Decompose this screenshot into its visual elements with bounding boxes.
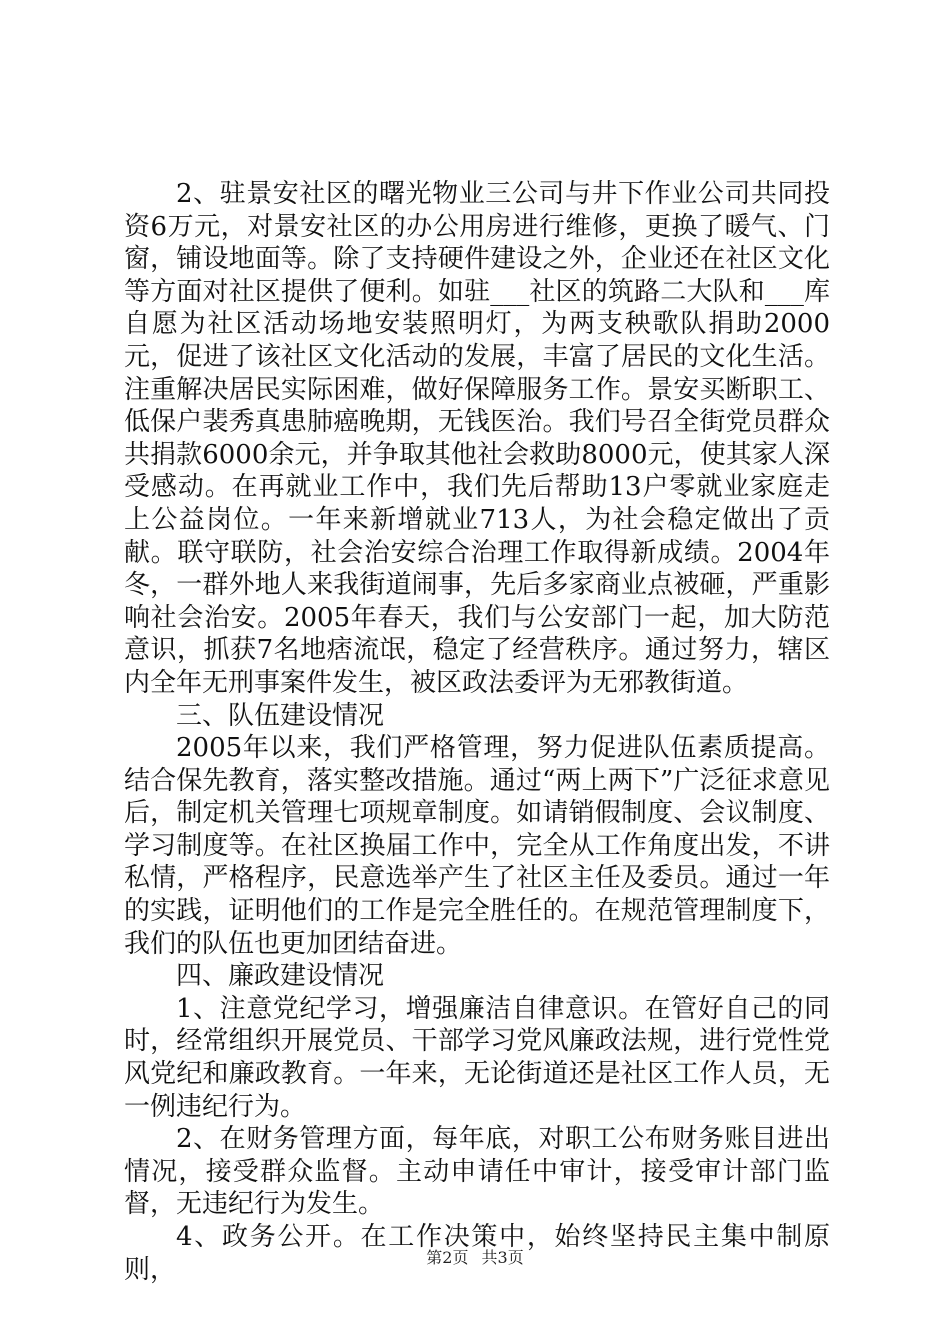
paragraph-government-affairs: 4、政务公开。在工作决策中，始终坚持民主集中制原则， — [124, 1222, 830, 1285]
paragraph-finance-management: 2、在财务管理方面，每年底，对职工公布财务账目进出情况，接受群众监督。主动申请任中审计，接受审计部门监督，无违纪行为发生。 — [124, 1124, 830, 1220]
section-heading-integrity: 四、廉政建设情况 — [176, 961, 385, 992]
paragraph-team-building: 2005年以来，我们严格管理，努力促进队伍素质提高。结合保先教育，落实整改措施。通过“两上两下”广泛征求意见后，制定机关管理七项规章制度。如请销假制度、会议制度、学习制度等。在社区换届工作中，完全从工作角度出发，不讲私情，严格程序，民意选举产生了社区主任及委员。通过一年的实践，证明他们的工作是完全胜任的。在规范管理制度下，我们的队伍也更加团结奋进。 — [124, 733, 830, 959]
page-footer — [0, 1245, 950, 1268]
paragraph-community-support: 2、驻景安社区的曙光物业三公司与井下作业公司共同投资6万元，对景安社区的办公用房进行维修，更换了暖气、门窗，铺设地面等。除了支持硬件建设之外，企业还在社区文化等方面对社区提供了便利。如驻___社区的筑路二大队和___库自愿为社区活动场地安装照明灯，为两支秧歌队捐助2000元，促进了该社区文化活动的发展，丰富了居民的文化生活。注重解决居民实际困难，做好保障服务工作。景安买断职工、低保户裴秀真患肺癌晚期，无钱医治。我们号召全街党员群众共捐款6000余元，并争取其他社会救助8000元，使其家人深受感动。在再就业工作中，我们先后帮助13户零就业家庭走上公益岗位。一年来新增就业713人，为社会稳定做出了贡献。联守联防，社会治安综合治理工作取得新成绩。2004年冬，一群外地人来我街道闹事，先后多家商业点被砸，严重影响社会治安。2005年春天，我们与公安部门一起，加大防范意识，抓获7名地痞流氓，稳定了经营秩序。通过努力，辖区内全年无刑事案件发生，被区政法委评为无邪教街道。 — [124, 179, 830, 698]
document-body — [124, 178, 830, 1286]
section-heading-team-building: 三、队伍建设情况 — [176, 700, 385, 731]
page-number-total: 共3页 — [481, 1248, 524, 1267]
paragraph-party-discipline: 1、注意党纪学习，增强廉洁自律意识。在管好自己的同时，经常组织开展党员、干部学习党风廉政法规，进行党性党风党纪和廉政教育。一年来，无论街道还是社区工作人员，无一例违纪行为。 — [124, 993, 830, 1122]
page-number-current: 第2页 — [426, 1248, 469, 1267]
